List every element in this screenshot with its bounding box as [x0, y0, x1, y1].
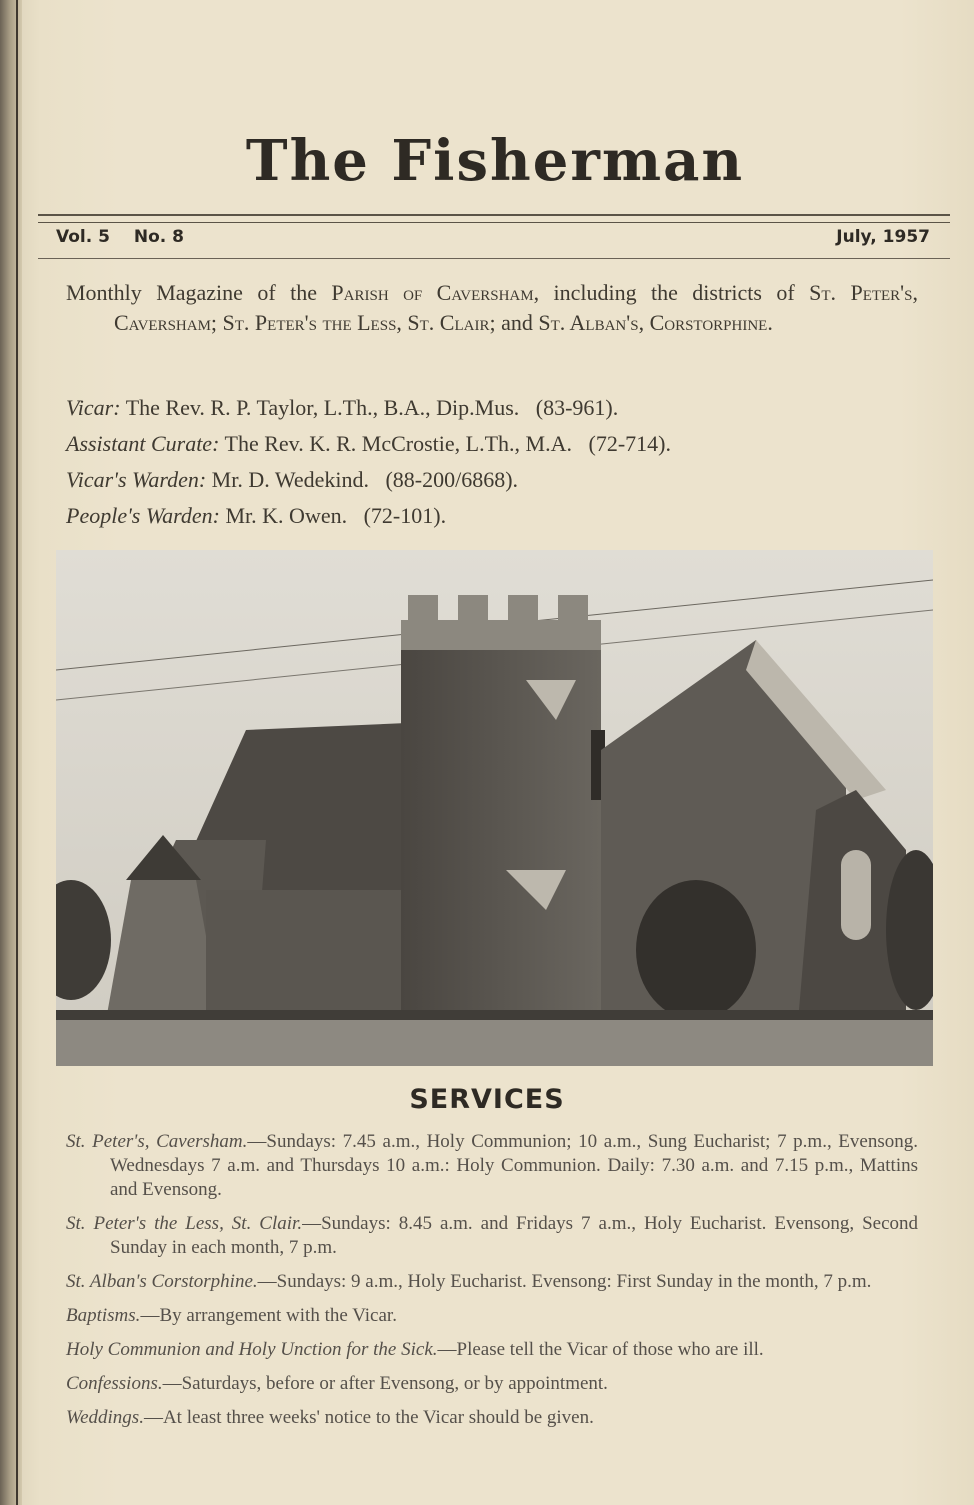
- officer-role: People's Warden:: [66, 503, 220, 528]
- intro-text: and: [495, 310, 539, 335]
- masthead-title: The Fisherman: [245, 128, 745, 194]
- officer-row: [66, 390, 918, 426]
- issue-line: [56, 227, 930, 253]
- magazine-description: [66, 278, 918, 338]
- services-list: [66, 1130, 918, 1440]
- service-text: —By arrangement with the Vicar.: [140, 1305, 397, 1326]
- service-item: [66, 1372, 918, 1396]
- service-label: Weddings.: [66, 1407, 144, 1428]
- service-item: [66, 1406, 918, 1430]
- parish-name: Parish of Caversham,: [331, 280, 540, 305]
- officer-name: The Rev. K. R. McCrostie, L.Th., M.A.: [224, 431, 572, 456]
- church-illustration: [56, 550, 933, 1066]
- service-item: [66, 1338, 918, 1362]
- service-text: —Saturdays, before or after Evensong, or by appointment.: [162, 1373, 608, 1394]
- issue-volume: Vol. 5: [56, 227, 110, 247]
- service-label: Baptisms.: [66, 1305, 141, 1326]
- officer-phone: (72-101).: [363, 503, 447, 528]
- service-text: —Sundays: 7.45 a.m., Holy Communion; 10 a.m., Sung Eucharist; 7 p.m., Evensong. Wednesdays 7 a.m. and Thursdays 10 a.m.: Holy Communion. Daily: 7.30 a.m. and 7.15 p.m., Mattins and Evensong.: [110, 1131, 918, 1200]
- service-item: [66, 1212, 918, 1260]
- district-name: St. Alban's, Corstorphine.: [538, 310, 773, 335]
- issue-number: No. 8: [133, 227, 184, 247]
- parish-officers: [66, 390, 918, 534]
- services-heading: SERVICES: [409, 1084, 565, 1115]
- service-text: —At least three weeks' notice to the Vicar should be given.: [143, 1407, 594, 1428]
- district-name: St. Peter's, Caversham;: [114, 280, 918, 335]
- service-text: —Sundays: 9 a.m., Holy Eucharist. Evensong: First Sunday in the month, 7 p.m.: [257, 1271, 872, 1292]
- officer-name: The Rev. R. P. Taylor, L.Th., B.A., Dip.Mus.: [125, 395, 520, 420]
- church-photograph: [56, 550, 933, 1066]
- service-label: Holy Communion and Holy Unction for the Sick.: [66, 1339, 438, 1360]
- officer-phone: (88-200/6868).: [385, 467, 519, 492]
- binding-edge-line: [16, 0, 18, 1505]
- officer-role: Vicar:: [66, 395, 121, 420]
- service-text: —Please tell the Vicar of those who are ill.: [437, 1339, 764, 1360]
- officer-row: [66, 498, 918, 534]
- service-label: Confessions.: [66, 1373, 163, 1394]
- service-label: St. Peter's the Less, St. Clair.: [66, 1213, 303, 1234]
- officer-row: [66, 426, 918, 462]
- officer-role: Assistant Curate:: [66, 431, 220, 456]
- officer-phone: (72-714).: [588, 431, 671, 456]
- masthead-rule: [38, 214, 950, 223]
- officer-name: Mr. D. Wedekind.: [211, 467, 369, 492]
- binding-spine: [0, 0, 22, 1505]
- service-item: [66, 1130, 918, 1202]
- issue-rule: [38, 258, 950, 259]
- service-item: [66, 1304, 918, 1328]
- issue-date: July, 1957: [836, 227, 930, 247]
- service-item: [66, 1270, 918, 1294]
- intro-text: including the districts of: [539, 280, 810, 305]
- officer-role: Vicar's Warden:: [66, 467, 207, 492]
- service-label: St. Alban's Corstorphine.: [66, 1271, 258, 1292]
- officer-phone: (83-961).: [535, 395, 619, 420]
- officer-row: [66, 462, 918, 498]
- service-text: —Sundays: 8.45 a.m. and Fridays 7 a.m., Holy Eucharist. Evensong, Second Sunday in each month, 7 p.m.: [110, 1213, 918, 1258]
- officer-name: Mr. K. Owen.: [225, 503, 348, 528]
- service-label: St. Peter's, Caversham.: [66, 1131, 248, 1152]
- intro-text: Monthly Magazine of the: [66, 280, 332, 305]
- district-name: St. Peter's the Less, St. Clair;: [222, 310, 496, 335]
